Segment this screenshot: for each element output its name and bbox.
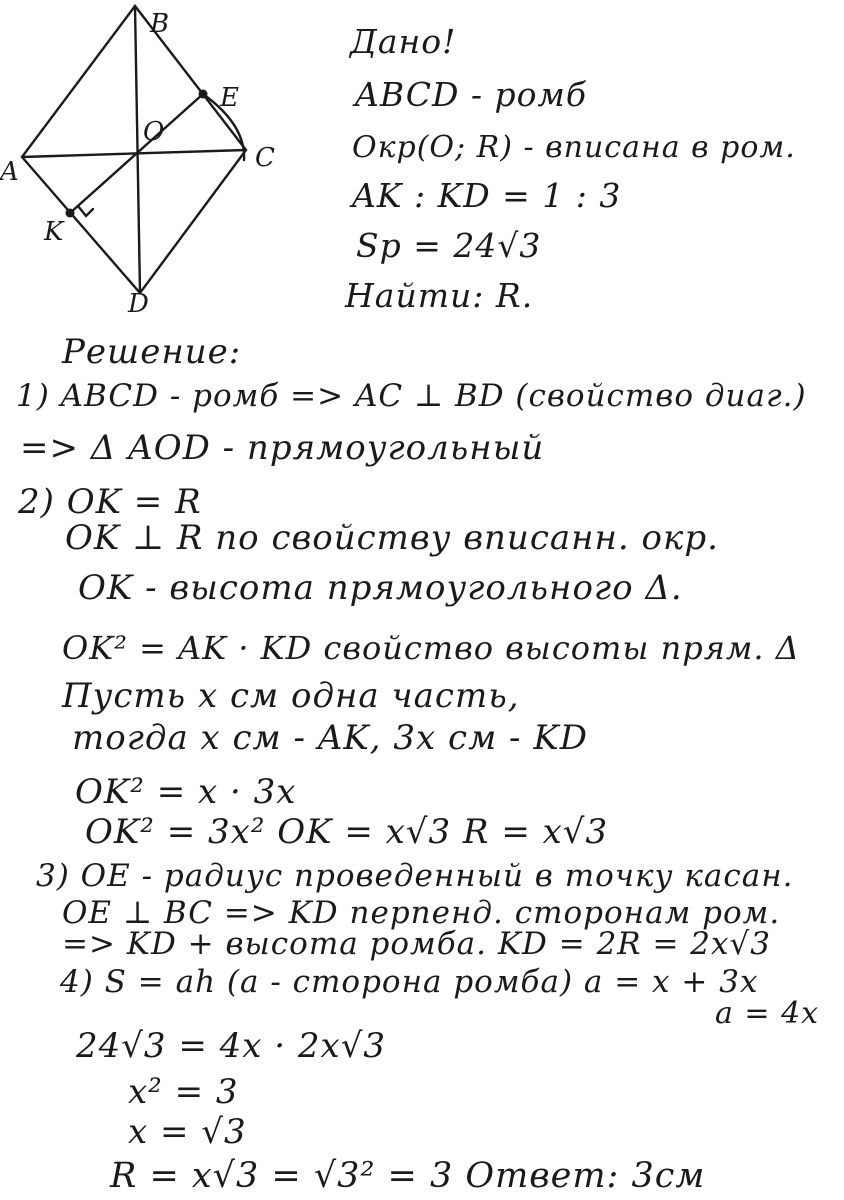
solution-line: OK² = x · 3x bbox=[75, 772, 297, 812]
point-label-e: E bbox=[220, 83, 239, 113]
solution-line: Пусть x см одна часть, bbox=[62, 676, 520, 716]
solution-line: OK² = AK · KD свойство высоты прям. Δ bbox=[62, 629, 800, 667]
given-heading: Дано! bbox=[350, 22, 457, 61]
solution-line: OE ⊥ BC => KD перпенд. сторонам ром. bbox=[62, 895, 781, 931]
solution-answer-line: R = x√3 = √3² = 3 Ответ: 3см bbox=[110, 1156, 706, 1196]
given-line: Sр = 24√3 bbox=[356, 226, 542, 265]
solution-line: тогда x см - AK, 3x см - KD bbox=[72, 718, 589, 758]
vertex-label-d: D bbox=[128, 289, 149, 319]
point-e-dot bbox=[199, 90, 208, 99]
solution-line: OK ⊥ R по свойству вписанн. окр. bbox=[65, 518, 719, 558]
point-k-dot bbox=[66, 209, 75, 218]
solution-line: => Δ AOD - прямоугольный bbox=[20, 428, 545, 468]
solution-line: 3) OE - радиус проведенный в точку касан. bbox=[36, 858, 794, 894]
vertex-label-a: A bbox=[0, 157, 19, 187]
solution-line: OK² = 3x² OK = x√3 R = x√3 bbox=[85, 812, 609, 852]
vertex-label-c: C bbox=[255, 143, 275, 173]
right-angle-mark bbox=[78, 206, 93, 216]
solution-line: 2) OK = R bbox=[18, 482, 202, 522]
solution-heading: Решение: bbox=[62, 332, 242, 372]
solution-line: 1) ABCD - ромб => AC ⊥ BD (свойство диаг.) bbox=[16, 378, 807, 414]
given-line: Окр(O; R) - вписана в ром. bbox=[352, 130, 796, 165]
point-label-k: K bbox=[44, 217, 64, 247]
solution-line: OK - высота прямоугольного Δ. bbox=[78, 568, 683, 608]
given-line: ABCD - ромб bbox=[355, 75, 588, 114]
solution-line: 4) S = ah (a - сторона ромба) a = x + 3x bbox=[60, 964, 759, 1000]
vertex-label-b: B bbox=[150, 9, 170, 39]
solution-line: x² = 3 bbox=[128, 1072, 239, 1112]
solution-line: x = √3 bbox=[128, 1112, 247, 1152]
given-line: AK : KD = 1 : 3 bbox=[352, 176, 622, 215]
rhombus-figure bbox=[0, 0, 290, 320]
rhombus-outline bbox=[22, 6, 246, 293]
point-label-o: O bbox=[143, 117, 165, 147]
solution-line: 24√3 = 4x · 2x√3 bbox=[76, 1026, 386, 1066]
given-line: Найти: R. bbox=[345, 276, 534, 315]
solution-line: a = 4x bbox=[715, 996, 820, 1031]
solution-line: => KD + высота ромба. KD = 2R = 2x√3 bbox=[62, 926, 771, 962]
